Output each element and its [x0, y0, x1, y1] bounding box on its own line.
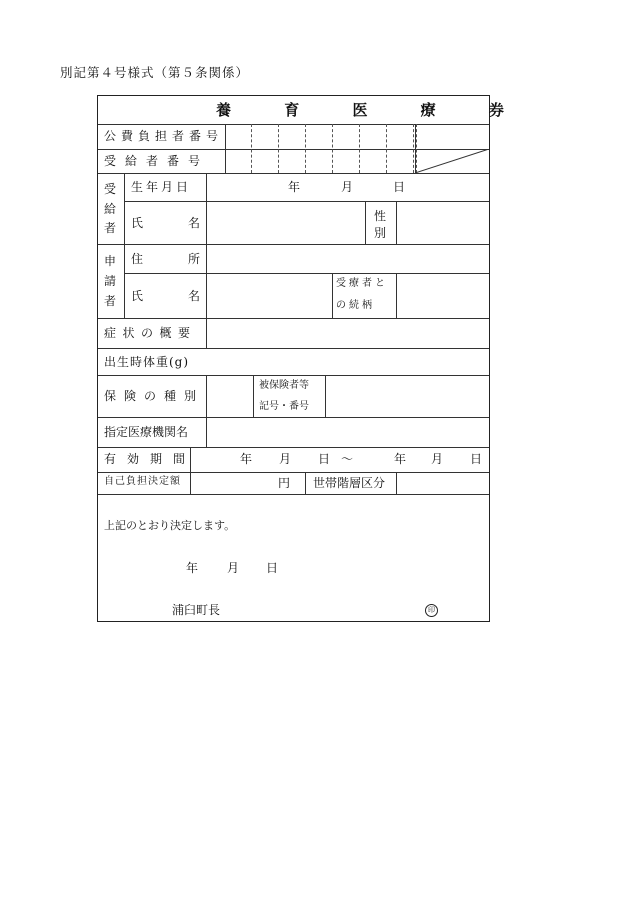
birthdate-month: 月 [341, 180, 354, 194]
validity-to-month: 月 [431, 452, 444, 466]
decision-day: 日 [266, 561, 279, 575]
validity-from-month: 月 [279, 452, 292, 466]
insured-label-line2: 記号・番号 [259, 401, 309, 412]
applicant-name-label-left: 氏 [131, 289, 144, 303]
copay-label: 自己負担決定額 [104, 476, 181, 487]
recipient-char-2: 給 [104, 201, 117, 216]
validity-label: 有効期間 [104, 452, 197, 466]
yen-label: 円 [278, 476, 291, 490]
birthdate-label: 生年月日 [131, 180, 192, 194]
household-class-label: 世帯階層区分 [313, 476, 386, 490]
decision-text: 上記のとおり決定します。 [104, 519, 236, 532]
insured-label-line1: 被保険者等 [259, 380, 309, 391]
recipient-char-1: 受 [104, 182, 117, 196]
mayor-title: 浦臼町長 [172, 603, 221, 617]
sex-char-1: 性 [374, 209, 387, 223]
relation-label-line2: の続柄 [336, 300, 375, 311]
address-label-left: 住 [131, 252, 144, 266]
address-label-right: 所 [188, 252, 201, 266]
validity-from-day: 日 [318, 452, 331, 466]
applicant-name-label-right: 名 [188, 289, 201, 303]
recipient-name-label-left: 氏 [131, 216, 144, 230]
decision-month: 月 [227, 561, 240, 575]
validity-to-year: 年 [394, 452, 407, 466]
applicant-group-label [104, 252, 116, 309]
validity-from-year: 年 [240, 452, 253, 466]
decision-year: 年 [186, 561, 199, 575]
validity-to-day: 日 [470, 452, 483, 466]
birthdate-year: 年 [288, 180, 301, 194]
applicant-char-1: 申 [104, 254, 117, 268]
sex-label [374, 207, 386, 239]
validity-tilde: ～ [341, 452, 354, 466]
birthdate-day: 日 [393, 180, 406, 194]
recipient-char-3: 者 [104, 221, 117, 235]
symptoms-label: 症状の概要 [104, 326, 197, 340]
recipient-name-label-right: 名 [188, 216, 201, 230]
applicant-char-2: 請 [104, 274, 117, 288]
diagonal-slash [415, 149, 490, 173]
sex-char-2: 別 [374, 226, 387, 240]
medical-care-voucher-form [97, 95, 528, 622]
medical-institution-label: 指定医療機関名 [104, 425, 189, 439]
recipient-number-label: 受給者番号 [104, 154, 210, 168]
form-title: 養 育 医 療 券 [216, 101, 528, 119]
form-header: 別記第４号様式（第５条関係） [60, 65, 250, 80]
insurance-type-label: 保険の種別 [104, 389, 205, 403]
public-burden-number-label: 公費負担者番号 [104, 129, 224, 143]
relation-label-line1: 受療者と [336, 278, 388, 289]
seal-mark: 印 [425, 604, 438, 617]
applicant-char-3: 者 [104, 294, 117, 308]
birth-weight-label: 出生時体重(g) [104, 355, 190, 369]
recipient-group-label [104, 180, 116, 236]
